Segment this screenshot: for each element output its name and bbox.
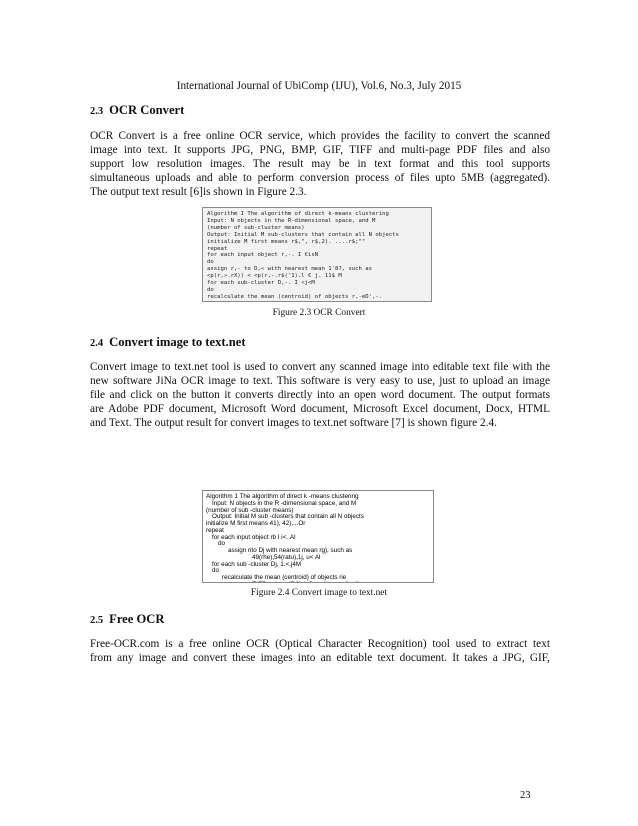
- code-line: Output: Initial M sub -clusters that contain all N objects: [212, 513, 364, 521]
- section-number: 2.4: [90, 338, 104, 349]
- code-line: [206, 582, 433, 583]
- figure-2-3-algorithm-image: [202, 207, 432, 302]
- journal-header: International Journal of UbiComp (IJU), Vol.6, No.3, July 2015: [176, 80, 462, 92]
- code-line: do: [218, 540, 226, 548]
- section-title: OCR Convert: [109, 103, 185, 117]
- text-line: new software JiNa OCR image to text. This software is very easy to use, just to upload an image: [90, 375, 550, 387]
- figure-2-4-algorithm-image: [202, 490, 434, 583]
- section-number: 2.5: [90, 615, 104, 626]
- figure-2-3-caption: Figure 2.3 OCR Convert: [272, 308, 366, 318]
- code-line: [207, 301, 431, 302]
- code-line: for each sub-cluster D,-. I <j<M: [207, 280, 315, 287]
- text-line: The output text result [6]is shown in Figure 2.3.: [90, 186, 307, 198]
- code-line: (number of sub-cluster means): [207, 224, 305, 231]
- code-line: for each input object rb I i<..Al: [212, 533, 296, 541]
- code-line: Output: Initial M sub-clusters that contain all N objects: [207, 231, 399, 238]
- code-line: Algorithm I The algorithm of direct k-means clustering: [207, 211, 389, 217]
- code-line: repeat: [207, 245, 228, 252]
- code-line: recalculate the mean (centroid) of objects r,-eD',-.: [207, 293, 383, 300]
- text-line: Free-OCR.com is a free online OCR (Optical Character Recognition) tool used to extract text: [90, 638, 550, 650]
- section-number: 2.3: [90, 106, 104, 117]
- code-line: initialize M first means r$,", r$,2). ....r$;"": [207, 238, 366, 245]
- code-line: assign rito Dj with nearest mean rg), such as: [228, 547, 353, 554]
- code-line: (number of sub -cluster means): [206, 506, 294, 514]
- text-line: OCR Convert is a free online OCR service, which provides the facility to convert the scanned: [90, 130, 550, 142]
- code-line: 49(rhe),54(ratu),1j, u< Al: [252, 553, 321, 561]
- text-line: Convert image to text.net tool is used to convert any scanned image into editable text file with the: [90, 361, 550, 373]
- code-line: Input: N objects in the R -dimensional space, and M: [212, 499, 357, 507]
- figure-2-4-caption: Figure 2.4 Convert image to text.net: [250, 588, 388, 598]
- text-line: image into text. It supports JPG, PNG, BMP, GIF, TIFF and multi-page PDF files and also: [90, 144, 550, 156]
- code-line: repeat: [206, 526, 224, 534]
- code-line: <p(r,».rX)) < <p(r,-.r$('1).l € j. 11$ M: [207, 273, 342, 280]
- code-line: do: [207, 286, 214, 293]
- code-line: for each sub -cluster Dj, 1.<.j4M: [212, 560, 302, 568]
- code-line: assign r,- to D,« with nearest mean 1'8?, such as: [207, 266, 373, 273]
- section-title: Convert image to text.net: [109, 335, 246, 349]
- paragraph-2-3: [90, 129, 550, 199]
- text-line: are Adobe PDF document, Microsoft Word document, Microsoft Excel document, Docx, HTML: [90, 403, 550, 415]
- section-heading-2-3: [90, 103, 184, 118]
- code-line: do: [207, 259, 214, 266]
- code-line: for each input object r,-. I €isN: [207, 252, 319, 259]
- text-line: file and click on the button it converts directly into an open word document. The output formats: [90, 389, 550, 401]
- text-line: from any image and convert these images into an editable text document. It takes a JPG, GIF,: [90, 652, 550, 664]
- text-line: and Text. The output result for convert images to text.net software [7] is shown figure 2.4.: [90, 417, 497, 429]
- section-title: Free OCR: [109, 612, 165, 626]
- text-line: support low resolution images. The result may be in text format and this tool supports: [90, 158, 550, 170]
- paragraph-2-4: [90, 360, 550, 430]
- code-line: do: [212, 567, 220, 575]
- paragraph-2-5: [90, 637, 550, 665]
- code-line: Algorithm 1 The algorithm of direct k -means clustering: [206, 493, 359, 500]
- section-heading-2-4: [90, 335, 246, 350]
- code-line: recalculate the mean (centroid) of objects rie: [222, 574, 347, 581]
- code-line: Input: N objects in the R-dimensional space, and M: [207, 217, 376, 224]
- code-line: initialize M first means 41), 42),...Or: [206, 520, 306, 527]
- text-line: simultaneous uploads and able to perform conversion process of files upto 5MB (aggregated).: [90, 172, 550, 184]
- page-number: 23: [520, 790, 531, 801]
- section-heading-2-5: [90, 612, 165, 627]
